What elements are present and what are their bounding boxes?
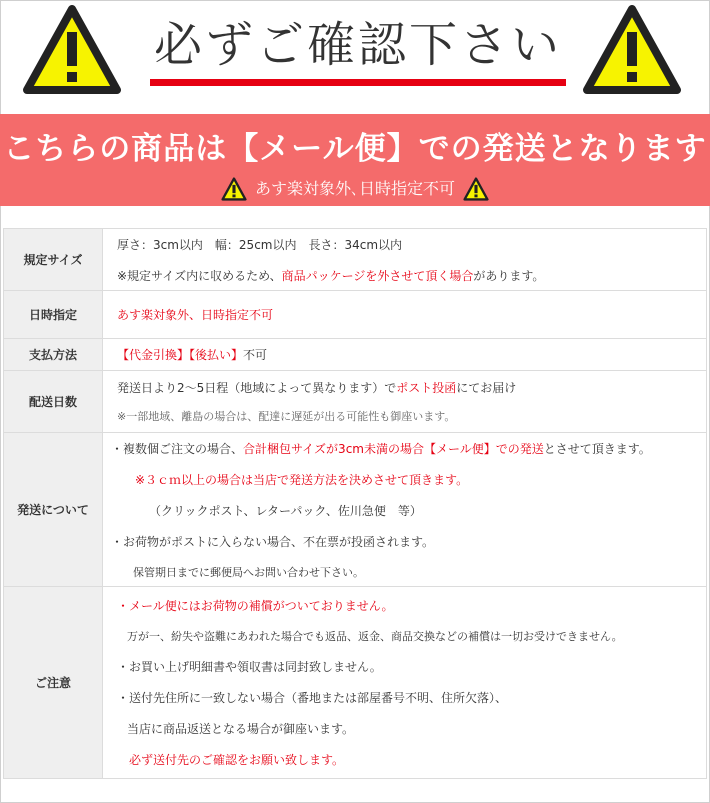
row-content-size	[103, 229, 707, 291]
delivery-days-main	[117, 379, 706, 396]
shipping-line-4: ・お荷物がポストに入らない場合、不在票が投函されます。	[111, 534, 435, 549]
table-row	[4, 371, 707, 433]
payment-deferred: 【後払い】	[189, 348, 244, 362]
row-content-payment	[103, 339, 707, 371]
row-content-caution	[103, 587, 707, 779]
row-label-size: 規定サイズ	[4, 229, 103, 291]
payment-not-available: 不可	[243, 348, 268, 362]
date-text: あす楽対象外、日時指定不可	[117, 308, 274, 322]
row-content-shipping	[103, 433, 707, 587]
warning-triangle-icon	[463, 177, 489, 201]
shipping-line-3: （クリックポスト、レターパック、佐川急便 等）	[149, 503, 422, 518]
row-label-delivery-days: 配送日数	[4, 371, 103, 433]
payment-text	[117, 346, 706, 363]
caution-line-2: 万が一、紛失や盗難にあわれた場合でも返品、返金、商品交換などの補償は一切お受けできません。	[127, 630, 623, 643]
caution-line-3: ・お買い上げ明細書や領収書は同封致しません。	[117, 660, 382, 674]
shipping-line-5: 保管期日までに郵便局へお問い合わせ下さい。	[133, 565, 364, 579]
size-note-red: 商品パッケージを外させて頂く場合	[281, 268, 474, 283]
size-dimensions: 厚さ：3cm以内 幅：25cm以内 長さ：34cm以内	[117, 237, 403, 252]
table-row	[4, 229, 707, 291]
shipping-info-table	[3, 228, 707, 779]
warning-triangle-icon	[582, 4, 682, 96]
table-row	[4, 587, 707, 779]
payment-cod: 【代金引換】	[117, 348, 190, 362]
caution-line-5: 当店に商品返送となる場合が御座います。	[127, 722, 355, 736]
row-label-date: 日時指定	[4, 291, 103, 339]
banner-subline	[0, 176, 710, 202]
row-label-shipping: 発送について	[4, 433, 103, 587]
page-title: 必ずご確認下さい	[153, 17, 562, 73]
caution-line-1: ・メール便にはお荷物の補償がついておりません。	[117, 599, 394, 613]
caution-line-4: ・送付先住所に一致しない場合（番地または部屋番号不明、住所欠落）、	[117, 691, 508, 705]
table-row	[4, 291, 707, 339]
size-note-post: があります。	[473, 268, 545, 283]
header	[0, 0, 710, 110]
notice-banner	[0, 114, 710, 206]
banner-headline: こちらの商品は【メール便】での発送となります	[3, 131, 707, 167]
shipping-line-1-pre: ・複数個ご注文の場合、	[111, 441, 244, 456]
row-content-delivery-days	[103, 371, 707, 433]
table-row	[4, 433, 707, 587]
delivery-days-post: にてお届け	[456, 381, 517, 395]
table-row	[4, 339, 707, 371]
shipping-line-1-post: とさせて頂きます。	[543, 441, 651, 456]
shipping-line-1-red: 合計梱包サイズが3cm未満の場合【メール便】での発送	[243, 441, 544, 456]
title-underline	[150, 79, 566, 86]
caution-line-6: 必ず送付先のご確認をお願い致します。	[129, 753, 345, 767]
delivery-days-note: ※一部地域、離島の場合は、配達に遅延が出る可能性も御座います。	[117, 410, 456, 423]
warning-triangle-icon	[221, 177, 247, 201]
row-label-payment: 支払方法	[4, 339, 103, 371]
shipping-line-2: ※３ｃｍ以上の場合は当店で発送方法を決めさせて頂きます。	[135, 472, 469, 487]
delivery-days-red: ポスト投函	[396, 381, 457, 395]
row-label-caution: ご注意	[4, 587, 103, 779]
banner-sub-text: あす楽対象外､日時指定不可	[254, 179, 455, 198]
shipping-line-1	[111, 440, 706, 457]
row-content-date	[103, 291, 707, 339]
size-note-pre: ※規定サイズ内に収めるため、	[117, 268, 282, 283]
warning-triangle-icon	[22, 4, 122, 96]
size-note	[117, 267, 706, 284]
delivery-days-pre: 発送日より2～5日程（地域によって異なります）で	[117, 381, 397, 395]
